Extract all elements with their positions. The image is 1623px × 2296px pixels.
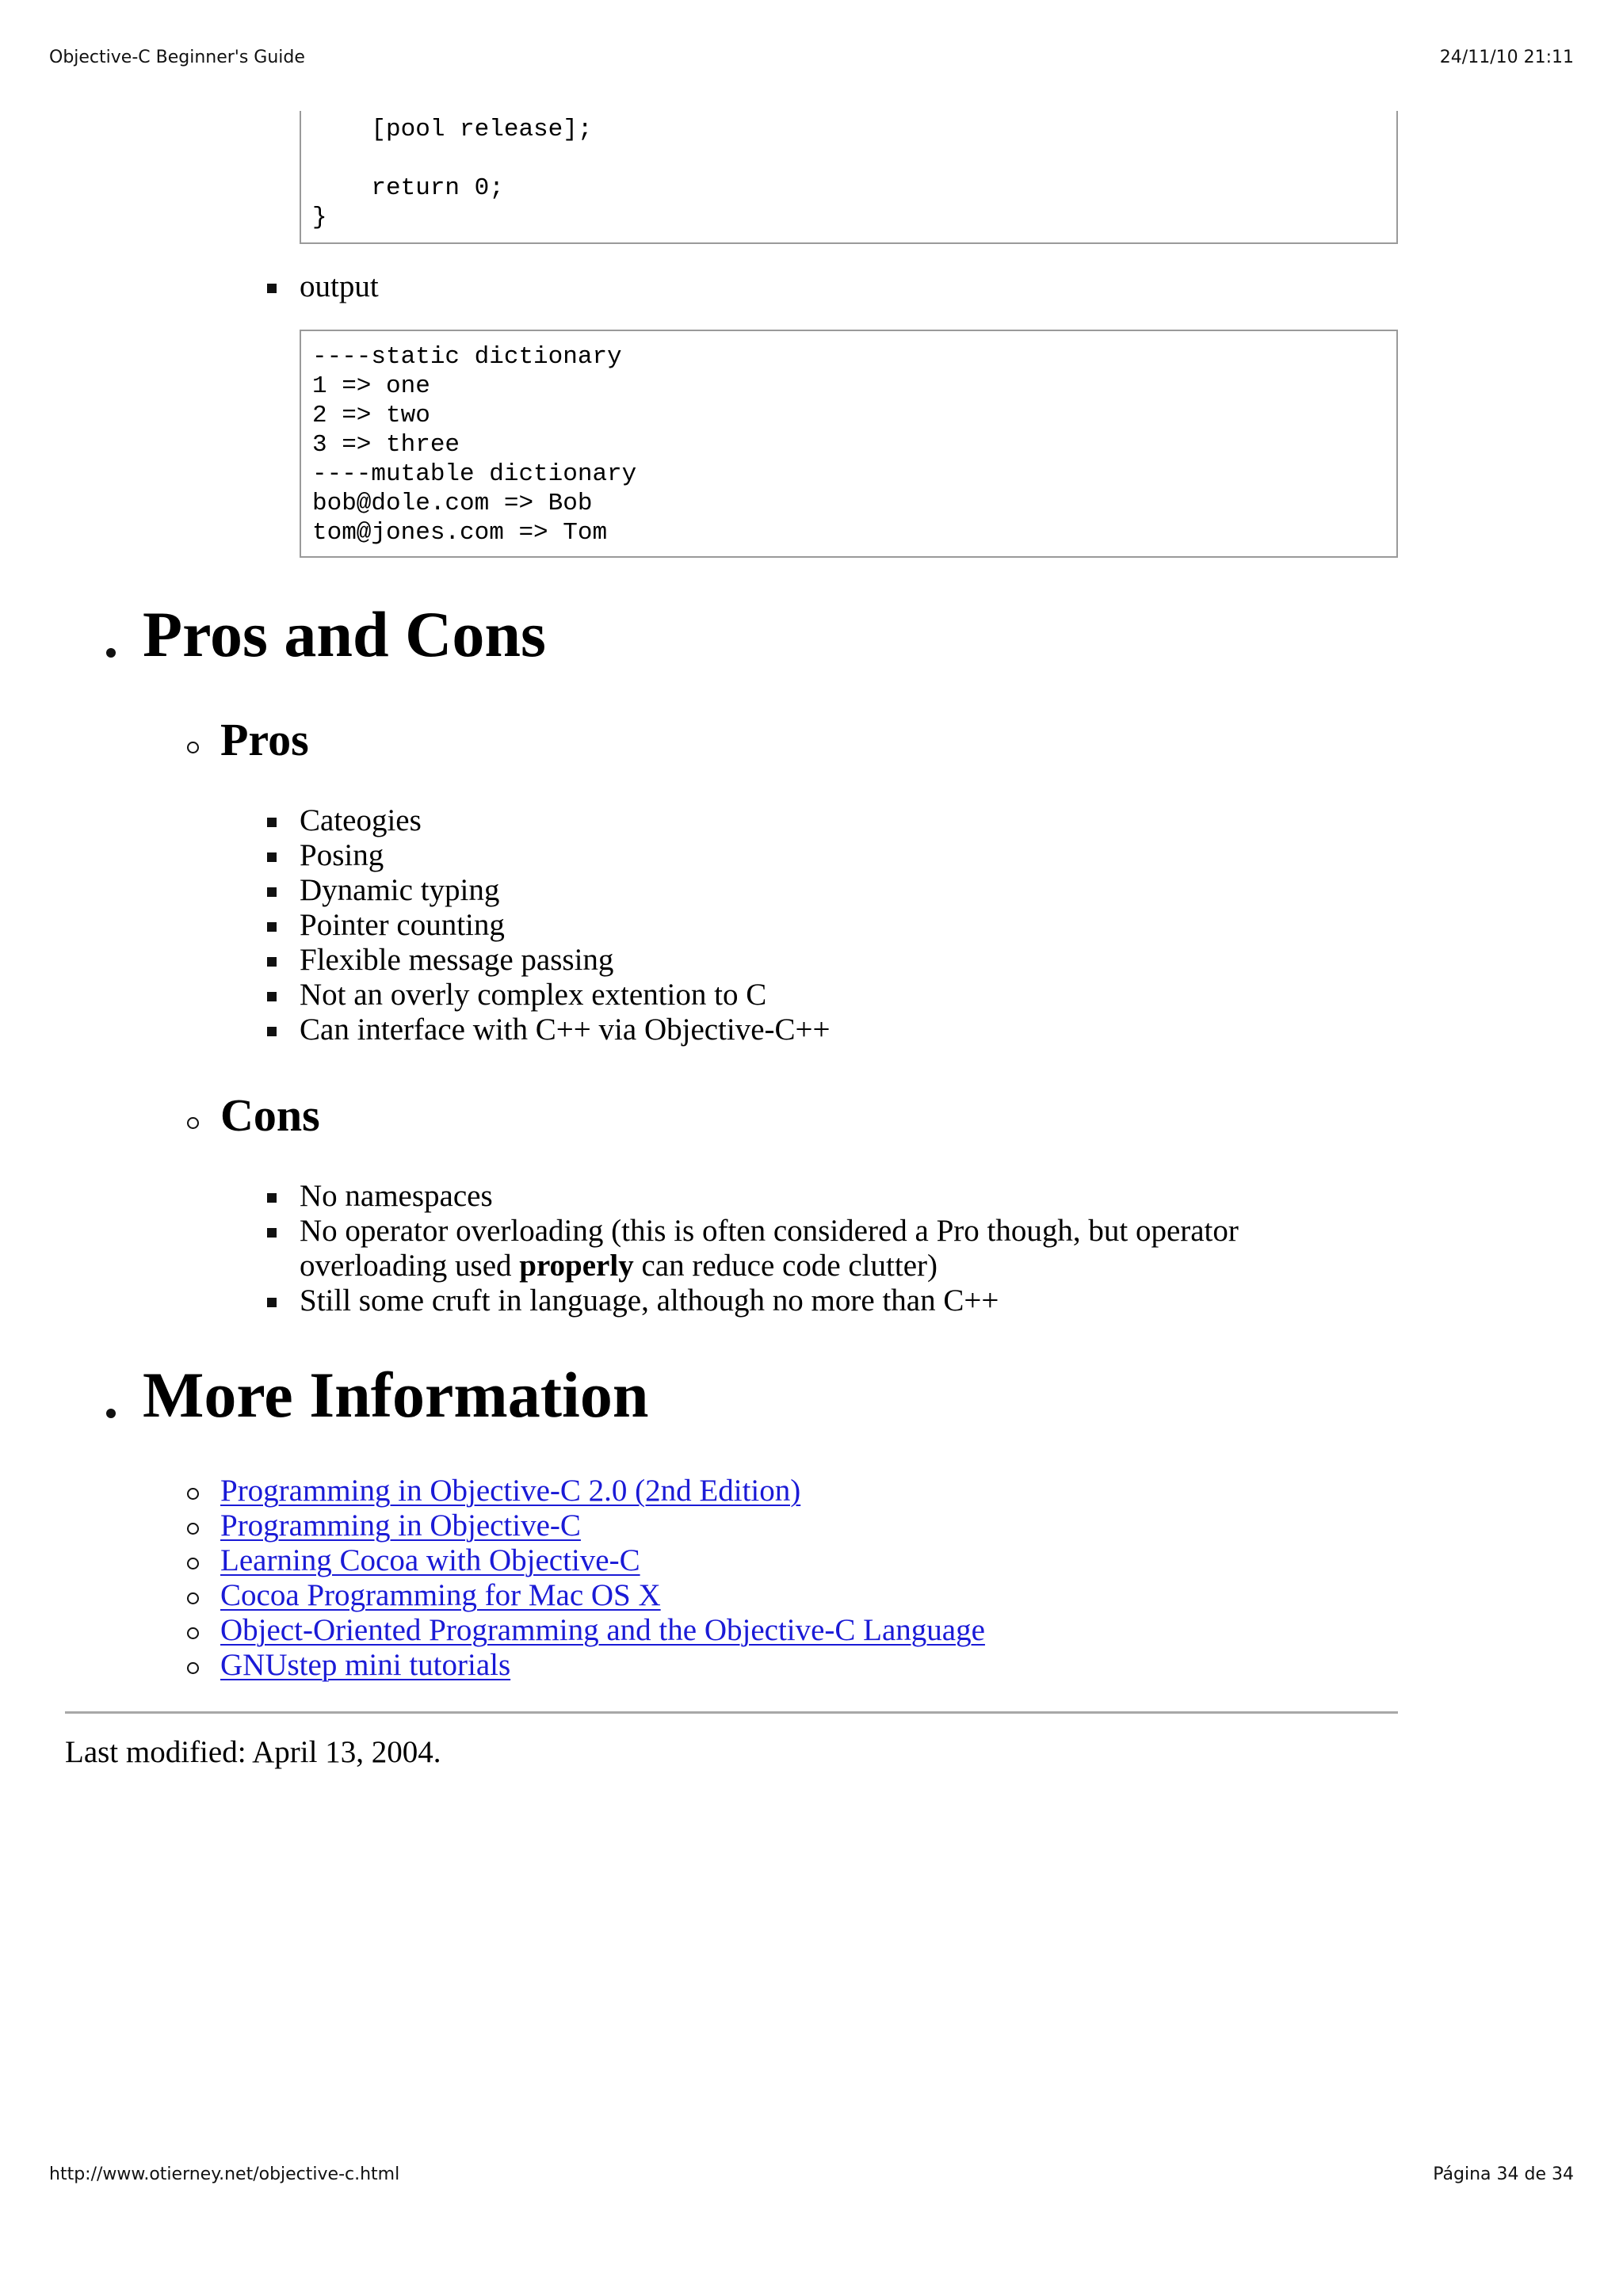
reference-link[interactable]: Object-Oriented Programming and the Objective-C Language (220, 1613, 985, 1647)
subheading-cons: Cons (220, 1089, 320, 1141)
circle-bullet-icon (187, 1662, 199, 1674)
circle-bullet-icon (187, 742, 199, 753)
pros-item: Pointer counting (300, 908, 505, 942)
page-number: Página 34 de 34 (1433, 2164, 1574, 2184)
cons-text: overloading used (300, 1249, 520, 1283)
section-heading-pros-cons: Pros and Cons (143, 598, 546, 670)
page-header (49, 48, 1574, 67)
reference-link[interactable]: Programming in Objective-C 2.0 (2nd Edition) (220, 1474, 801, 1508)
cons-item: No namespaces (300, 1179, 493, 1213)
reference-link[interactable]: GNUstep mini tutorials (220, 1648, 511, 1682)
print-datetime: 24/11/10 21:11 (1439, 48, 1574, 67)
subheading-pros: Pros (220, 714, 309, 765)
square-bullet-icon (267, 1298, 277, 1307)
cons-emphasis: properly (519, 1249, 634, 1283)
pros-item: Can interface with C++ via Objective-C++ (300, 1013, 831, 1047)
pros-item: Dynamic typing (300, 873, 500, 907)
square-bullet-icon (267, 887, 277, 897)
code-line: return 0; (312, 174, 504, 202)
circle-bullet-icon (187, 1627, 199, 1639)
square-bullet-icon (267, 957, 277, 967)
cons-item: No operator overloading (this is often considered a Pro though, but operator (300, 1214, 1239, 1248)
horizontal-divider (65, 1711, 1398, 1714)
square-bullet-icon (267, 992, 277, 1001)
pros-item: Cateogies (300, 803, 422, 837)
code-line: 3 => three (312, 431, 460, 459)
code-line: bob@dole.com => Bob (312, 490, 593, 517)
pros-item: Posing (300, 838, 384, 872)
reference-link[interactable]: Programming in Objective-C (220, 1508, 581, 1543)
disc-bullet-icon (106, 648, 116, 658)
code-line: tom@jones.com => Tom (312, 519, 608, 547)
circle-bullet-icon (187, 1117, 199, 1129)
reference-link[interactable]: Cocoa Programming for Mac OS X (220, 1578, 661, 1612)
reference-link[interactable]: Learning Cocoa with Objective-C (220, 1543, 640, 1577)
output-label: output (300, 269, 379, 303)
code-line: } (312, 204, 327, 231)
circle-bullet-icon (187, 1523, 199, 1535)
disc-bullet-icon (106, 1409, 116, 1418)
square-bullet-icon (267, 1027, 277, 1036)
code-line: 1 => one (312, 372, 430, 400)
circle-bullet-icon (187, 1488, 199, 1500)
circle-bullet-icon (187, 1558, 199, 1569)
cons-item: Still some cruft in language, although no more than C++ (300, 1283, 999, 1318)
square-bullet-icon (267, 1228, 277, 1238)
page-footer (49, 2164, 1574, 2184)
code-block-top (300, 111, 1398, 244)
source-url: http://www.otierney.net/objective-c.html (49, 2164, 400, 2184)
document-title: Objective-C Beginner's Guide (49, 48, 305, 67)
pros-item: Not an overly complex extention to C (300, 978, 767, 1012)
code-line: 2 => two (312, 402, 430, 429)
code-line: [pool release]; (312, 116, 593, 143)
last-modified: Last modified: April 13, 2004. (65, 1735, 441, 1769)
code-line: ----mutable dictionary (312, 460, 637, 488)
square-bullet-icon (267, 852, 277, 862)
pros-item: Flexible message passing (300, 943, 614, 977)
square-bullet-icon (267, 284, 277, 293)
code-block-output (300, 330, 1398, 558)
cons-item-continuation (300, 1249, 938, 1283)
square-bullet-icon (267, 922, 277, 932)
square-bullet-icon (267, 1193, 277, 1203)
square-bullet-icon (267, 818, 277, 827)
code-line: ----static dictionary (312, 343, 622, 371)
cons-text: can reduce code clutter) (633, 1249, 938, 1283)
circle-bullet-icon (187, 1592, 199, 1604)
section-heading-more-information: More Information (143, 1359, 649, 1431)
